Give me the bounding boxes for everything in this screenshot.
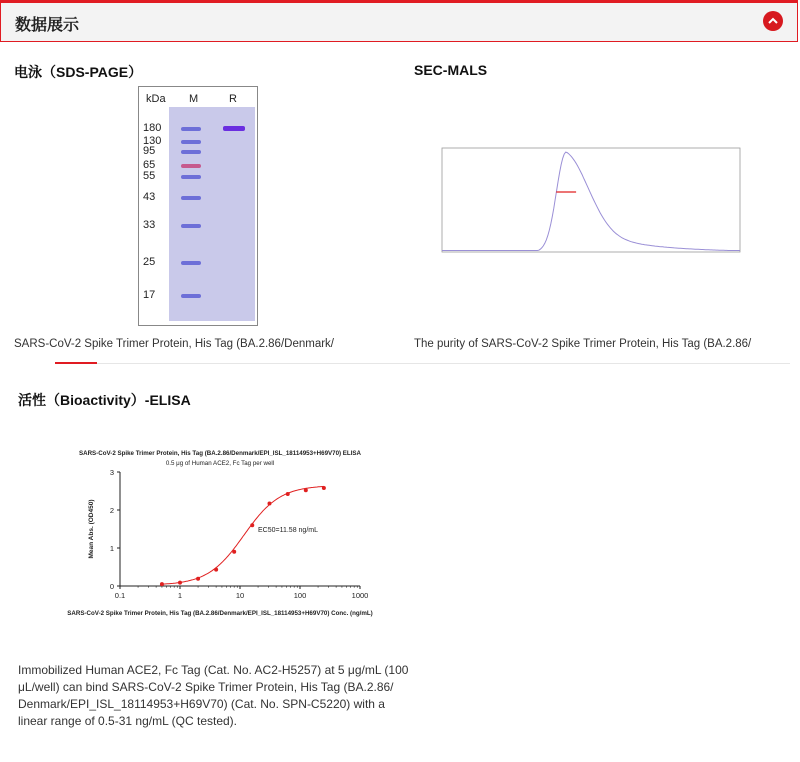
- sec-mals-chart: [420, 140, 770, 265]
- chart-title: SARS-CoV-2 Spike Trimer Protein, His Tag (BA.2.86/Denmark/EPI_ISL_18114953+H69V70) ELISA: [78, 450, 362, 457]
- x-tick-label: 100: [293, 591, 307, 600]
- chevron-up-icon: [763, 11, 783, 31]
- marker-band: [181, 294, 201, 298]
- chart-subtitle: 0.5 μg of Human ACE2, Fc Tag per well: [165, 460, 275, 467]
- marker-label: 17: [143, 289, 156, 301]
- marker-band: [181, 224, 201, 228]
- data-point: [250, 523, 254, 527]
- data-point: [304, 488, 308, 492]
- fit-curve: [162, 486, 324, 584]
- x-tick-label: 10: [235, 591, 245, 600]
- lane-label-r: R: [229, 93, 237, 105]
- collapse-button[interactable]: [763, 11, 783, 31]
- marker-label: 65: [143, 159, 156, 171]
- data-point: [267, 502, 271, 506]
- bioactivity-description: [18, 662, 418, 730]
- marker-band: [181, 164, 201, 168]
- elisa-chart: [18, 446, 398, 626]
- section-header: [0, 0, 798, 42]
- description-line: Immobilized Human ACE2, Fc Tag (Cat. No. AC2-H5257) at 5 μg/mL (100: [18, 663, 409, 677]
- data-point: [322, 486, 326, 490]
- data-point: [214, 568, 218, 572]
- sds-page-title: 电泳（SDS-PAGE）: [14, 64, 143, 80]
- marker-band: [181, 127, 201, 131]
- sec-mals-trace: [442, 152, 740, 250]
- sds-page-gel-image: [138, 86, 258, 326]
- x-tick-label: 0.1: [114, 591, 126, 600]
- marker-label: 130: [143, 135, 162, 147]
- marker-label: 33: [143, 219, 156, 231]
- data-point: [286, 492, 290, 496]
- lane-label-kda: kDa: [146, 93, 166, 105]
- y-tick-label: 2: [109, 506, 114, 515]
- section-title: 数据展示: [15, 17, 80, 34]
- sec-mals-caption: The purity of SARS-CoV-2 Spike Trimer Protein, His Tag (BA.2.86/: [414, 338, 752, 350]
- bioactivity-title: 活性（Bioactivity）-ELISA: [18, 392, 191, 408]
- plot-frame: [442, 148, 740, 252]
- y-tick-label: 1: [109, 544, 114, 553]
- description-line: Denmark/EPI_ISL_18114953+H69V70) (Cat. No. SPN-C5220) with a: [18, 697, 385, 711]
- marker-label: 43: [143, 191, 156, 203]
- marker-label: 95: [143, 145, 156, 157]
- marker-band: [181, 150, 201, 154]
- x-tick-label: 1: [177, 591, 183, 600]
- lane-label-m: M: [189, 93, 199, 105]
- sec-mals-title: SEC-MALS: [414, 62, 488, 78]
- ec50-annotation: EC50=11.58 ng/mL: [258, 527, 318, 534]
- description-line: μL/well) can bind SARS-CoV-2 Spike Trimer Protein, His Tag (BA.2.86/: [18, 680, 394, 694]
- marker-band: [181, 140, 201, 144]
- data-point: [160, 582, 164, 586]
- x-tick-label: 1000: [351, 591, 369, 600]
- y-tick-label: 3: [109, 468, 114, 477]
- data-point: [232, 550, 236, 554]
- sample-band: [223, 126, 245, 131]
- marker-band: [181, 261, 201, 265]
- y-tick-label: 0: [109, 582, 114, 591]
- x-axis-label: SARS-CoV-2 Spike Trimer Protein, His Tag (BA.2.86/Denmark/EPI_ISL_18114953+H69V70) Conc. (ng/mL): [67, 610, 373, 617]
- description-line: linear range of 0.5-31 ng/mL (QC tested).: [18, 714, 237, 728]
- data-point: [196, 577, 200, 581]
- marker-label: 180: [143, 122, 162, 134]
- marker-label: 55: [143, 170, 156, 182]
- marker-band: [181, 175, 201, 179]
- tab-underline: [55, 362, 97, 364]
- sds-page-caption: SARS-CoV-2 Spike Trimer Protein, His Tag (BA.2.86/Denmark/: [14, 338, 334, 350]
- y-axis-label: Mean Abs. (OD450): [88, 499, 95, 559]
- section-divider: [97, 363, 790, 364]
- data-point: [178, 581, 182, 585]
- marker-band: [181, 196, 201, 200]
- marker-label: 25: [143, 256, 156, 268]
